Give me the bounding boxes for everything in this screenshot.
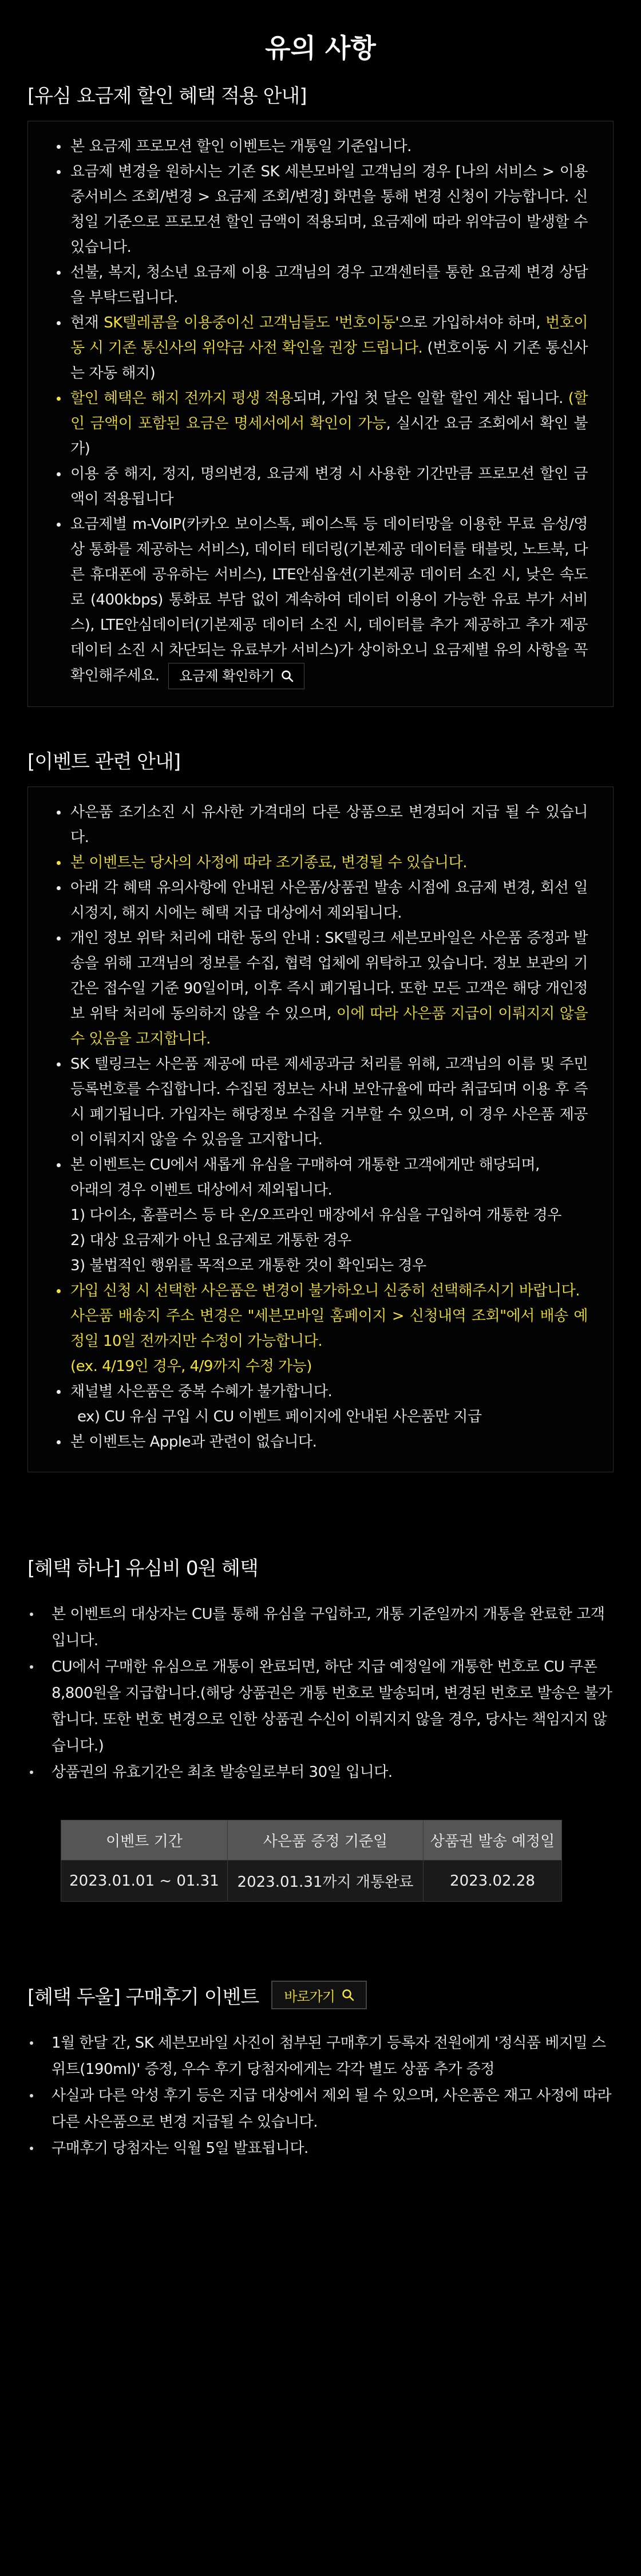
- list-item: [53, 386, 588, 461]
- item-text: (번호이동 시 기존 통신사는 자동 해지): [70, 339, 588, 382]
- benefit-one-title-text: [혜택 하나] 유심비 0원 혜택: [27, 1557, 258, 1580]
- table-cell: 2023.01.01 ~ 01.31: [61, 1860, 228, 1902]
- benefit-two: [27, 1981, 614, 2162]
- go-review-button[interactable]: [271, 1981, 367, 2009]
- section-event-box: [27, 787, 614, 1472]
- list-item: [53, 850, 588, 875]
- item-text: 개인 정보 위탁 처리에 대한 동의 안내 : SK텔링크 세븐모바일은 사은품 증정과 발송을 위해 고객님의 정보를 수집, 협력 업체에 위탁하고 있습니다. 정보 보관의 기간은 접수일 기준 90일이며, 이후 즉시 폐기됩니다. 또한 모든 고객은 해당 개인정보 위탁 처리에 동의하지 않을 수 있으며,: [70, 930, 588, 1022]
- item-text: 본 이벤트는 CU에서 새롭게 유심을 구매하여 개통한 고객에게만 해당되며,: [70, 1156, 540, 1174]
- list-item: 구매후기 당첨자는 익월 5일 발표됩니다.: [27, 2135, 614, 2162]
- list-item: [53, 512, 588, 689]
- list-item: 사실과 다른 악성 후기 등은 지급 대상에서 제외 될 수 있으며, 사은품은 재고 사정에 따라 다른 사은품으로 변경 지급될 수 있습니다.: [27, 2083, 614, 2135]
- highlight-text: 본 이벤트는 당사의 사정에 따라 조기종료, 변경될 수 있습니다.: [70, 854, 468, 871]
- list-item: 본 요금제 프로모션 할인 이벤트는 개통일 기준입니다.: [53, 134, 588, 159]
- page-title: 유의 사항: [265, 33, 376, 64]
- item-subline: 3) 불법적인 행위를 목적으로 개통한 것이 확인되는 경우: [70, 1257, 426, 1274]
- highlight-text: 이에 따라 사은품 지급이 이뤄지지 않을 수 있음을 고지합니다.: [70, 1005, 588, 1048]
- list-item: CU에서 구매한 유심으로 개통이 완료되면, 하단 지급 예정일에 개통한 번호로 CU 쿠폰 8,800원을 지급합니다.(해당 상품권은 개통 번호로 발송되며, 변경된 번호로 발송은 불가합니다. 또한 번호 변경으로 인한 상품권 수신이 이뤄지지 않을 경우, 당사는 책임지지 않습니다.): [27, 1654, 614, 1759]
- list-item: [53, 926, 588, 1052]
- highlight-text: (할인 금액이 포함된 요금은 명세서에서 확인이 가능: [70, 390, 588, 432]
- table-header: 이벤트 기간: [61, 1820, 228, 1860]
- table-row: [61, 1860, 562, 1902]
- search-icon: [281, 670, 294, 682]
- list-item: [53, 310, 588, 386]
- item-text: 채널별 사은품은 중복 수혜가 불가합니다.: [70, 1383, 333, 1400]
- item-subline: 1) 다이소, 홈플러스 등 타 온/오프라인 매장에서 유심을 구입하여 개통한 경우: [70, 1207, 561, 1224]
- item-subline: 2) 대상 요금제가 아닌 요금제로 개통한 경우: [70, 1232, 351, 1249]
- highlight-text: 번호이동 시 기존 통신사의 위약금 사전 확인을 권장 드립니다.: [70, 314, 588, 357]
- item-text: 현재: [70, 314, 104, 331]
- item-text: 되며, 가입 첫 달은 일할 할인 계산 됩니다.: [293, 390, 568, 407]
- highlight-text: 사은품 배송지 주소 변경은 "세븐모바일 홈페이지 > 신청내역 조회"에서 배송 예정일 10일 전까지만 수정이 가능합니다.: [70, 1307, 588, 1350]
- benefit-two-title-text: [혜택 두울] 구매후기 이벤트: [27, 1985, 259, 2009]
- highlight-text: 할인 혜택은 해지 전까지 평생 적용: [70, 390, 294, 407]
- list-item: 아래 각 혜택 유의사항에 안내된 사은품/상품권 발송 시점에 요금제 변경, 회선 일시정지, 해지 시에는 혜택 지급 대상에서 제외됩니다.: [53, 875, 588, 926]
- list-item: [53, 1278, 588, 1379]
- list-item: 1월 한달 간, SK 세븐모바일 사진이 첨부된 구매후기 등록자 전원에게 '정식품 베지밀 스위트(190ml)' 증정, 우수 후기 당첨자에게는 각각 별도 상품 추가 증정: [27, 2030, 614, 2083]
- check-plan-label: 요금제 확인하기: [179, 668, 275, 684]
- list-item: SK 텔링크는 사은품 제공에 따른 제세공과금 처리를 위해, 고객님의 이름 및 주민등록번호를 수집합니다. 수집된 정보는 사내 보안규율에 따라 취급되며 이용 후 즉시 폐기됩니다. 가입자는 해당정보 수집을 거부할 수 있으며, 이 경우 사은품 제공이 이뤄지지 않을 수 있음을 고지합니다.: [53, 1052, 588, 1152]
- list-item: 본 이벤트의 대상자는 CU를 통해 유심을 구입하고, 개통 기준일까지 개통을 완료한 고객입니다.: [27, 1601, 614, 1654]
- list-item: 본 이벤트는 Apple과 관련이 없습니다.: [53, 1429, 588, 1455]
- benefit-two-title: [27, 1981, 614, 2009]
- list-item: 상품권의 유효기간은 최초 발송일로부터 30일 입니다.: [27, 1759, 614, 1785]
- list-item: [53, 1152, 588, 1278]
- section-discount-title: [유심 요금제 할인 혜택 적용 안내]: [27, 85, 307, 108]
- table-cell: 2023.01.31까지 개통완료: [227, 1860, 423, 1902]
- highlight-text: SK텔레콤을 이용중이신 고객님들도 '번호이동': [104, 314, 399, 331]
- list-item: 요금제 변경을 원하시는 기존 SK 세븐모바일 고객님의 경우 [나의 서비스 > 이용중서비스 조회/변경 > 요금제 조회/변경] 화면을 통해 변경 신청이 가능합니다. 신청일 기준으로 프로모션 할인 금액이 적용되며, 요금제에 따라 위약금이 발생할 수 있습니다.: [53, 159, 588, 260]
- table-header: 사은품 증정 기준일: [227, 1820, 423, 1860]
- list-item: 선불, 복지, 청소년 요금제 이용 고객님의 경우 고객센터를 통한 요금제 변경 상담을 부탁드립니다.: [53, 260, 588, 310]
- benefit-one: [27, 1552, 614, 1902]
- item-subline: 아래의 경우 이벤트 대상에서 제외됩니다.: [70, 1182, 333, 1199]
- section-event-title: [이벤트 관련 안내]: [27, 750, 181, 773]
- benefit-one-title: [27, 1552, 614, 1581]
- table-cell: 2023.02.28: [423, 1860, 561, 1902]
- check-plan-button[interactable]: [168, 663, 304, 689]
- item-text: 으로 가입하셔야 하며,: [398, 314, 546, 331]
- list-item: 사은품 조기소진 시 유사한 가격대의 다른 상품으로 변경되어 지급 될 수 있습니다.: [53, 800, 588, 850]
- list-item: 이용 중 해지, 정지, 명의변경, 요금제 변경 시 사용한 기간만큼 프로모션 할인 금액이 적용됩니다: [53, 461, 588, 512]
- table-header: 상품권 발송 예정일: [423, 1820, 561, 1860]
- list-item: [53, 1379, 588, 1429]
- highlight-text: 가입 신청 시 선택한 사은품은 변경이 불가하오니 신중히 선택해주시기 바랍니다.: [70, 1282, 580, 1299]
- highlight-text: (ex. 4/19인 경우, 4/9까지 수정 가능): [70, 1358, 312, 1375]
- go-review-label: 바로가기: [284, 1988, 335, 2005]
- item-subline: ex) CU 유심 구입 시 CU 이벤트 페이지에 안내된 사은품만 지급: [77, 1408, 482, 1425]
- item-text: 요금제별 m-VoIP(카카오 보이스톡, 페이스톡 등 데이터망을 이용한 무료 음성/영상 통화를 제공하는 서비스), 데이터 테더링(기본제공 데이터를 태블릿, 노트북, 다른 휴대폰에 공유하는 서비스), LTE안심옵션(기본제공 데이터 소진 시, 낮은 속도로 (400kbps) 통화료 부담 없이 계속하여 데이터 이용이 가능한 유료 부가 서비스), LTE안심데이터(기본제공 데이터 소진 시, 데이터를 추가 제공하고 추가 제공 데이터 소진 시 차단되는 유료부가 서비스)가 상이하오니 요금제별 유의 사항을 꼭 확인해주세요.: [70, 516, 588, 685]
- event-period-table: [61, 1820, 562, 1902]
- section-discount-box: [27, 121, 614, 707]
- search-icon: [342, 1989, 354, 2001]
- item-text: , 실시간 요금 조회에서 확인 불가): [70, 415, 588, 457]
